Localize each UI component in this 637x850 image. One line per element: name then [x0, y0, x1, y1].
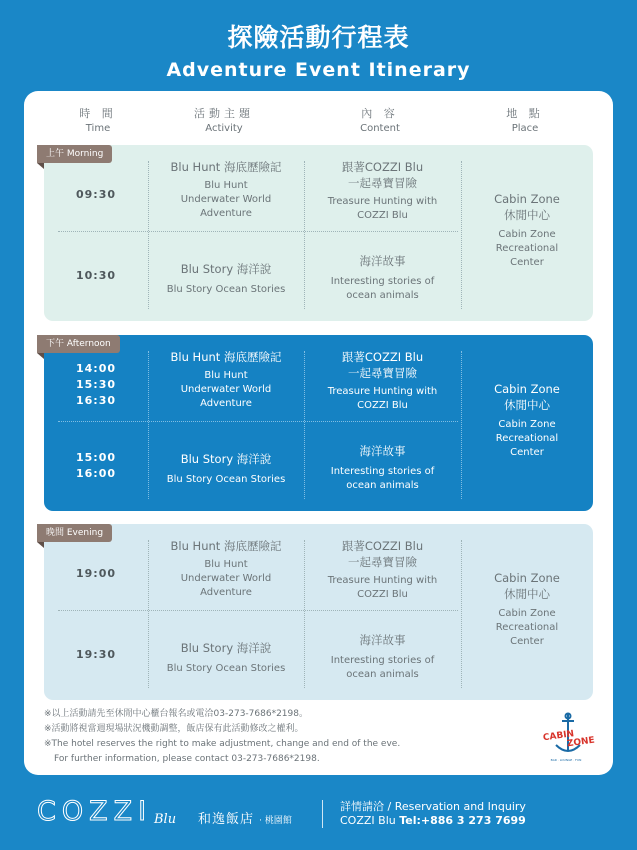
column-header-place-en: Place — [511, 123, 539, 134]
column-header-activity — [184, 107, 264, 136]
notes — [44, 707, 504, 767]
page-title-en: Adventure Event Itinerary — [166, 59, 471, 81]
activity-2 — [148, 640, 304, 676]
content-title: 海洋故事 — [359, 633, 406, 647]
content-subtitle: Treasure Hunting with COZZI Blu — [327, 386, 438, 411]
session-tag: 晚間 Evening — [37, 524, 112, 542]
activity-1 — [148, 159, 304, 221]
place — [461, 381, 593, 460]
column-header-content-zh: 內 容 — [361, 107, 399, 120]
place-name-en: Cabin Zone Recreational Center — [495, 608, 559, 647]
column-header-activity-en: Activity — [205, 123, 243, 134]
activity-title: Blu Hunt 海底歷險記 — [170, 160, 282, 174]
content-title: 跟著COZZI Blu 一起尋寶冒險 — [341, 539, 424, 569]
logo-tagline: BAR · LOUNGE · FUN — [550, 758, 582, 762]
content-subtitle: Interesting stories of ocean animals — [330, 276, 435, 301]
session-tag: 下午 Afternoon — [37, 335, 120, 353]
note-line: ※活動將視當週現場狀況機動調整，飯店保有此活動修改之權利。 — [44, 724, 304, 734]
content-2 — [304, 443, 461, 493]
activity-title: Blu Story 海洋說 — [180, 262, 272, 276]
footer — [0, 790, 637, 840]
inquiry-contact — [340, 814, 526, 827]
time-value: 19:00 — [75, 567, 116, 580]
activity-subtitle: Blu Story Ocean Stories — [166, 284, 286, 295]
activity-2 — [148, 451, 304, 487]
brand-blu: Blu — [154, 812, 177, 827]
itinerary-card — [24, 91, 613, 775]
note-line: For further information, please contact 03-273-7686*2198. — [54, 754, 320, 764]
inquiry-name: COZZI Blu — [340, 814, 400, 827]
inquiry-phone: Tel:+886 3 273 7699 — [399, 814, 526, 827]
column-header-place-zh: 地 點 — [506, 107, 544, 120]
place-name: Cabin Zone 休閒中心 — [494, 192, 560, 222]
activity-subtitle: Blu Story Ocean Stories — [166, 474, 286, 485]
time-value: 09:30 — [75, 188, 116, 201]
time-slot-2 — [44, 647, 148, 663]
time-slot-1 — [44, 187, 148, 203]
content-subtitle: Interesting stories of ocean animals — [330, 655, 435, 680]
place-name: Cabin Zone 休閒中心 — [494, 571, 560, 601]
row-divider — [58, 421, 458, 422]
activity-subtitle: Blu Story Ocean Stories — [166, 663, 286, 674]
inquiry-label: 詳情請洽 / Reservation and Inquiry — [340, 800, 526, 813]
logo-text-zone: ZONE — [566, 735, 596, 750]
time-value: 10:30 — [75, 269, 116, 282]
session-tag: 上午 Morning — [37, 145, 112, 163]
activity-title: Blu Hunt 海底歷險記 — [170, 539, 282, 553]
session-afternoon — [44, 335, 593, 511]
place-name-en: Cabin Zone Recreational Center — [495, 229, 559, 268]
cabin-zone-logo — [541, 711, 596, 763]
place-name-en: Cabin Zone Recreational Center — [495, 419, 559, 458]
column-header-activity-zh: 活動主題 — [194, 107, 254, 120]
place-name: Cabin Zone 休閒中心 — [494, 382, 560, 412]
content-1 — [304, 159, 461, 223]
content-1 — [304, 538, 461, 602]
activity-subtitle: Blu Hunt Underwater World Adventure — [180, 559, 272, 598]
logo-text-cabin: CABIN — [542, 729, 575, 744]
brand-logo: COZZI — [37, 796, 153, 827]
time-slot-1 — [44, 361, 148, 409]
activity-subtitle: Blu Hunt Underwater World Adventure — [180, 370, 272, 409]
content-subtitle: Interesting stories of ocean animals — [330, 466, 435, 491]
row-divider — [58, 231, 458, 232]
time-value: 14:00 — [75, 362, 116, 375]
activity-title: Blu Story 海洋說 — [180, 641, 272, 655]
content-title: 海洋故事 — [359, 254, 406, 268]
hotel-name — [198, 808, 292, 827]
time-value: 16:30 — [75, 394, 116, 407]
activity-1 — [148, 349, 304, 411]
place — [461, 570, 593, 649]
page-title-zh: 探險活動行程表 — [227, 23, 410, 52]
content-title: 跟著COZZI Blu 一起尋寶冒險 — [341, 350, 424, 380]
column-header-time — [68, 107, 128, 136]
activity-title: Blu Hunt 海底歷險記 — [170, 350, 282, 364]
hotel-name-zh: 和逸飯店 — [198, 812, 255, 827]
content-title: 海洋故事 — [359, 444, 406, 458]
time-slot-2 — [44, 268, 148, 284]
session-evening — [44, 524, 593, 700]
time-value: 16:00 — [75, 467, 116, 480]
column-header-time-en: Time — [85, 123, 111, 134]
activity-title: Blu Story 海洋說 — [180, 452, 272, 466]
place — [461, 191, 593, 270]
content-2 — [304, 253, 461, 303]
activity-2 — [148, 261, 304, 297]
column-header-time-zh: 時 間 — [79, 107, 117, 120]
hotel-branch: · 桃園館 — [259, 816, 292, 826]
content-2 — [304, 632, 461, 682]
content-subtitle: Treasure Hunting with COZZI Blu — [327, 575, 438, 600]
footer-divider — [322, 800, 323, 828]
time-slot-2 — [44, 450, 148, 482]
page-header — [0, 20, 637, 82]
time-value: 15:00 — [75, 451, 116, 464]
content-title: 跟著COZZI Blu 一起尋寶冒險 — [341, 160, 424, 190]
time-value: 15:30 — [75, 378, 116, 391]
content-subtitle: Treasure Hunting with COZZI Blu — [327, 196, 438, 221]
time-slot-1 — [44, 566, 148, 582]
column-header-content — [340, 107, 420, 136]
content-1 — [304, 349, 461, 413]
session-morning — [44, 145, 593, 321]
note-line: ※以上活動請先至休閒中心櫃台報名或電洽03-273-7686*2198。 — [44, 709, 308, 719]
activity-subtitle: Blu Hunt Underwater World Adventure — [180, 180, 272, 219]
activity-1 — [148, 538, 304, 600]
note-line: ※The hotel reserves the right to make adjustment, change and end of the eve. — [44, 739, 401, 749]
column-header-place — [494, 107, 556, 136]
time-value: 19:30 — [75, 648, 116, 661]
column-header-content-en: Content — [360, 123, 400, 134]
row-divider — [58, 610, 458, 611]
